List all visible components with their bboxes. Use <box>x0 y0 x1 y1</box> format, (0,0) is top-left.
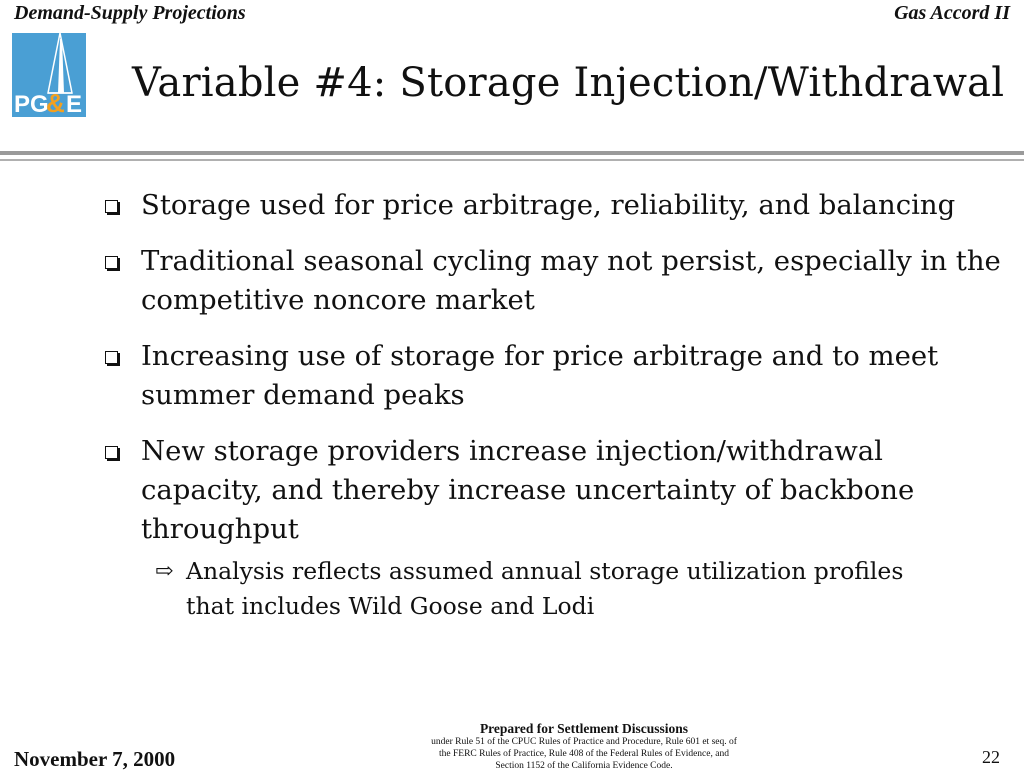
sub-bullet-text: Analysis reflects assumed annual storage utilization profiles that includes Wild Goose and Lodi <box>186 557 904 620</box>
bullet-list <box>103 186 1003 641</box>
settlement-notice <box>384 721 784 772</box>
svg-text:&: & <box>46 88 65 117</box>
slide-title: Variable #4: Storage Injection/Withdrawal <box>132 60 1005 106</box>
hollow-arrow-icon: ⇨ <box>155 559 174 584</box>
notice-line: Section 1152 of the California Evidence Code. <box>495 761 673 771</box>
pge-logo-icon <box>12 33 86 117</box>
bullet-item <box>103 432 971 624</box>
bullet-item <box>103 242 1003 320</box>
notice-line: the FERC Rules of Practice, Rule 408 of the Federal Rules of Evidence, and <box>439 749 729 759</box>
notice-line: under Rule 51 of the CPUC Rules of Practice and Procedure, Rule 601 et seq. of <box>431 737 737 747</box>
pge-logo <box>12 33 86 117</box>
checkbox-bullet-icon <box>105 200 118 213</box>
checkbox-bullet-icon <box>105 351 118 364</box>
title-divider-top <box>0 151 1024 155</box>
bullet-text: Traditional seasonal cycling may not persist, especially in the competitive noncore market <box>141 245 1001 316</box>
page-number: 22 <box>982 747 1000 767</box>
checkbox-bullet-icon <box>105 256 118 269</box>
bullet-item <box>103 186 1003 225</box>
header-right-title: Gas Accord II <box>894 2 1010 24</box>
checkbox-bullet-icon <box>105 446 118 459</box>
title-divider-bottom <box>0 159 1024 161</box>
bullet-text: Storage used for price arbitrage, reliability, and balancing <box>141 189 956 221</box>
bullet-item <box>103 337 1003 415</box>
bullet-text: New storage providers increase injection/withdrawal capacity, and thereby increase uncertainty of backbone throughput <box>141 435 915 545</box>
sub-bullet-item <box>141 554 931 624</box>
notice-title: Prepared for Settlement Discussions <box>479 721 689 736</box>
svg-text:E: E <box>66 91 83 117</box>
bullet-text: Increasing use of storage for price arbitrage and to meet summer demand peaks <box>141 340 939 411</box>
header-left-title: Demand-Supply Projections <box>14 2 246 24</box>
svg-text:PG: PG <box>14 91 49 117</box>
footer-date: November 7, 2000 <box>14 747 176 771</box>
